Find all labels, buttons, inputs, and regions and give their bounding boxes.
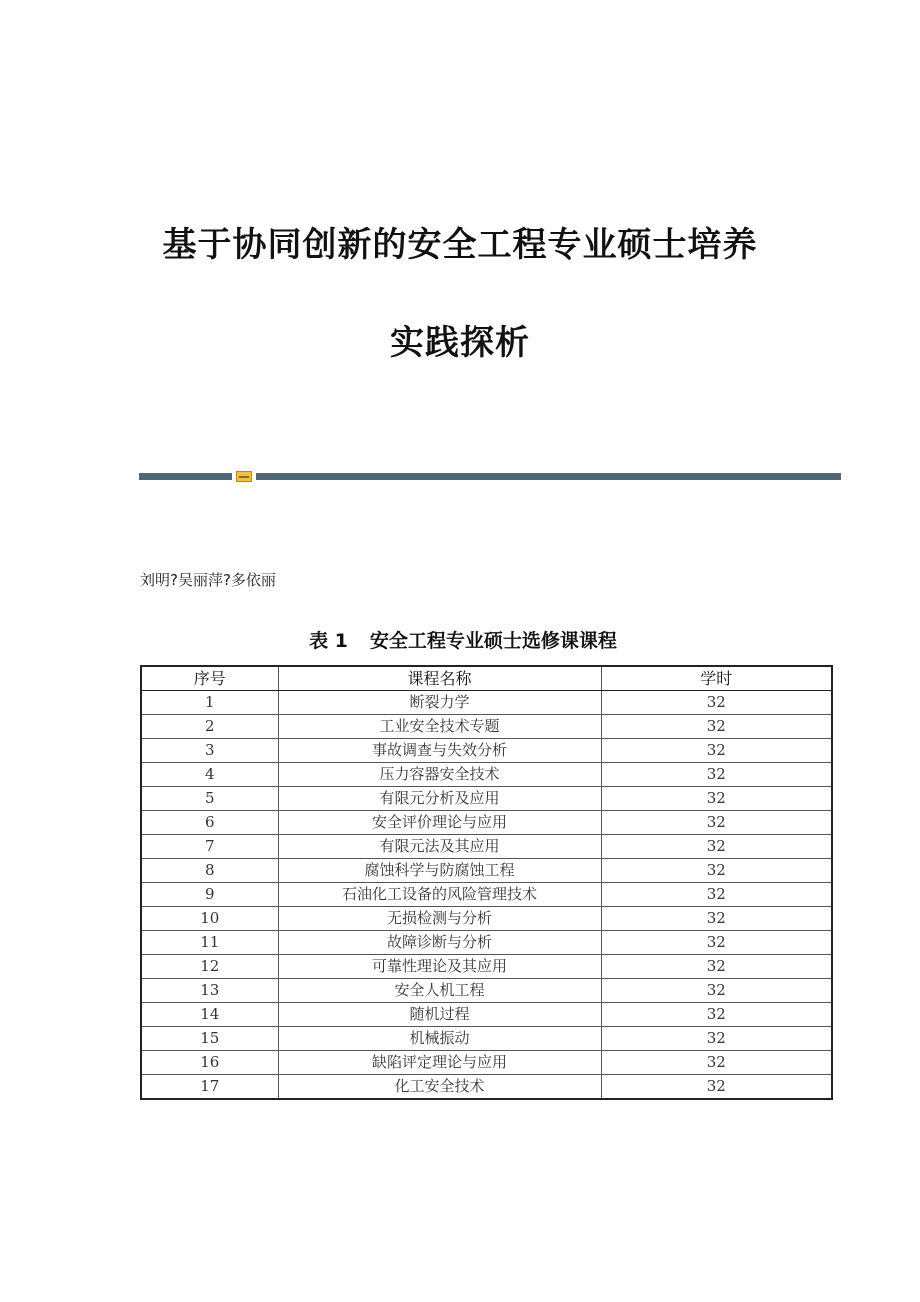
cell-credit-hours: 32 [601,883,832,907]
cell-serial-number: 4 [141,763,278,787]
cell-serial-number: 5 [141,787,278,811]
cell-serial-number: 17 [141,1075,278,1100]
cell-credit-hours: 32 [601,1051,832,1075]
header-course-name: 课程名称 [278,666,601,691]
cell-serial-number: 15 [141,1027,278,1051]
header-serial-number: 序号 [141,666,278,691]
elective-courses-table [140,665,833,1100]
cell-credit-hours: 32 [601,787,832,811]
cell-course-name: 断裂力学 [278,691,601,715]
cell-course-name: 可靠性理论及其应用 [278,955,601,979]
table-row [141,883,832,907]
table-row [141,691,832,715]
table-row [141,811,832,835]
authors-line: 刘明?吴丽萍?多依丽 [140,571,276,589]
cell-serial-number: 11 [141,931,278,955]
cell-serial-number: 10 [141,907,278,931]
table-row [141,1075,832,1100]
cell-course-name: 缺陷评定理论与应用 [278,1051,601,1075]
table-row [141,739,832,763]
cell-credit-hours: 32 [601,955,832,979]
table-row [141,763,832,787]
cell-serial-number: 6 [141,811,278,835]
cell-course-name: 安全评价理论与应用 [278,811,601,835]
cell-credit-hours: 32 [601,811,832,835]
cell-credit-hours: 32 [601,691,832,715]
envelope-icon [236,471,252,482]
table-row [141,907,832,931]
cell-serial-number: 7 [141,835,278,859]
cell-serial-number: 1 [141,691,278,715]
cell-course-name: 工业安全技术专题 [278,715,601,739]
cell-serial-number: 9 [141,883,278,907]
cell-course-name: 事故调查与失效分析 [278,739,601,763]
cell-serial-number: 14 [141,1003,278,1027]
table-row [141,787,832,811]
document-title-line-2: 实践探析 [390,323,530,363]
cell-credit-hours: 32 [601,715,832,739]
cell-serial-number: 16 [141,1051,278,1075]
cell-course-name: 压力容器安全技术 [278,763,601,787]
table-body [141,691,832,1100]
title-divider [139,471,841,480]
cell-credit-hours: 32 [601,931,832,955]
divider-bar-left [139,473,232,480]
table-row [141,859,832,883]
cell-credit-hours: 32 [601,1027,832,1051]
cell-course-name: 机械振动 [278,1027,601,1051]
cell-credit-hours: 32 [601,979,832,1003]
table-row [141,1027,832,1051]
table-row [141,931,832,955]
cell-course-name: 化工安全技术 [278,1075,601,1100]
table-row [141,1051,832,1075]
cell-course-name: 故障诊断与分析 [278,931,601,955]
table-row [141,979,832,1003]
table-row [141,1003,832,1027]
cell-course-name: 有限元分析及应用 [278,787,601,811]
document-title-line-1: 基于协同创新的安全工程专业硕士培养 [162,225,758,265]
table-header-row [141,666,832,691]
table-row [141,715,832,739]
table-caption [0,626,920,653]
table-caption-text: 安全工程专业硕士选修课课程 [369,630,617,652]
cell-credit-hours: 32 [601,907,832,931]
cell-serial-number: 12 [141,955,278,979]
cell-course-name: 无损检测与分析 [278,907,601,931]
cell-credit-hours: 32 [601,835,832,859]
cell-credit-hours: 32 [601,739,832,763]
cell-credit-hours: 32 [601,1003,832,1027]
cell-course-name: 腐蚀科学与防腐蚀工程 [278,859,601,883]
header-credit-hours: 学时 [601,666,832,691]
cell-course-name: 随机过程 [278,1003,601,1027]
table-row [141,955,832,979]
cell-credit-hours: 32 [601,1075,832,1100]
cell-serial-number: 8 [141,859,278,883]
table-caption-number: 表 1 [309,630,348,652]
cell-course-name: 有限元法及其应用 [278,835,601,859]
cell-serial-number: 13 [141,979,278,1003]
cell-credit-hours: 32 [601,859,832,883]
cell-course-name: 石油化工设备的风险管理技术 [278,883,601,907]
divider-bar-right [256,473,841,480]
cell-credit-hours: 32 [601,763,832,787]
cell-serial-number: 2 [141,715,278,739]
cell-course-name: 安全人机工程 [278,979,601,1003]
table-row [141,835,832,859]
cell-serial-number: 3 [141,739,278,763]
